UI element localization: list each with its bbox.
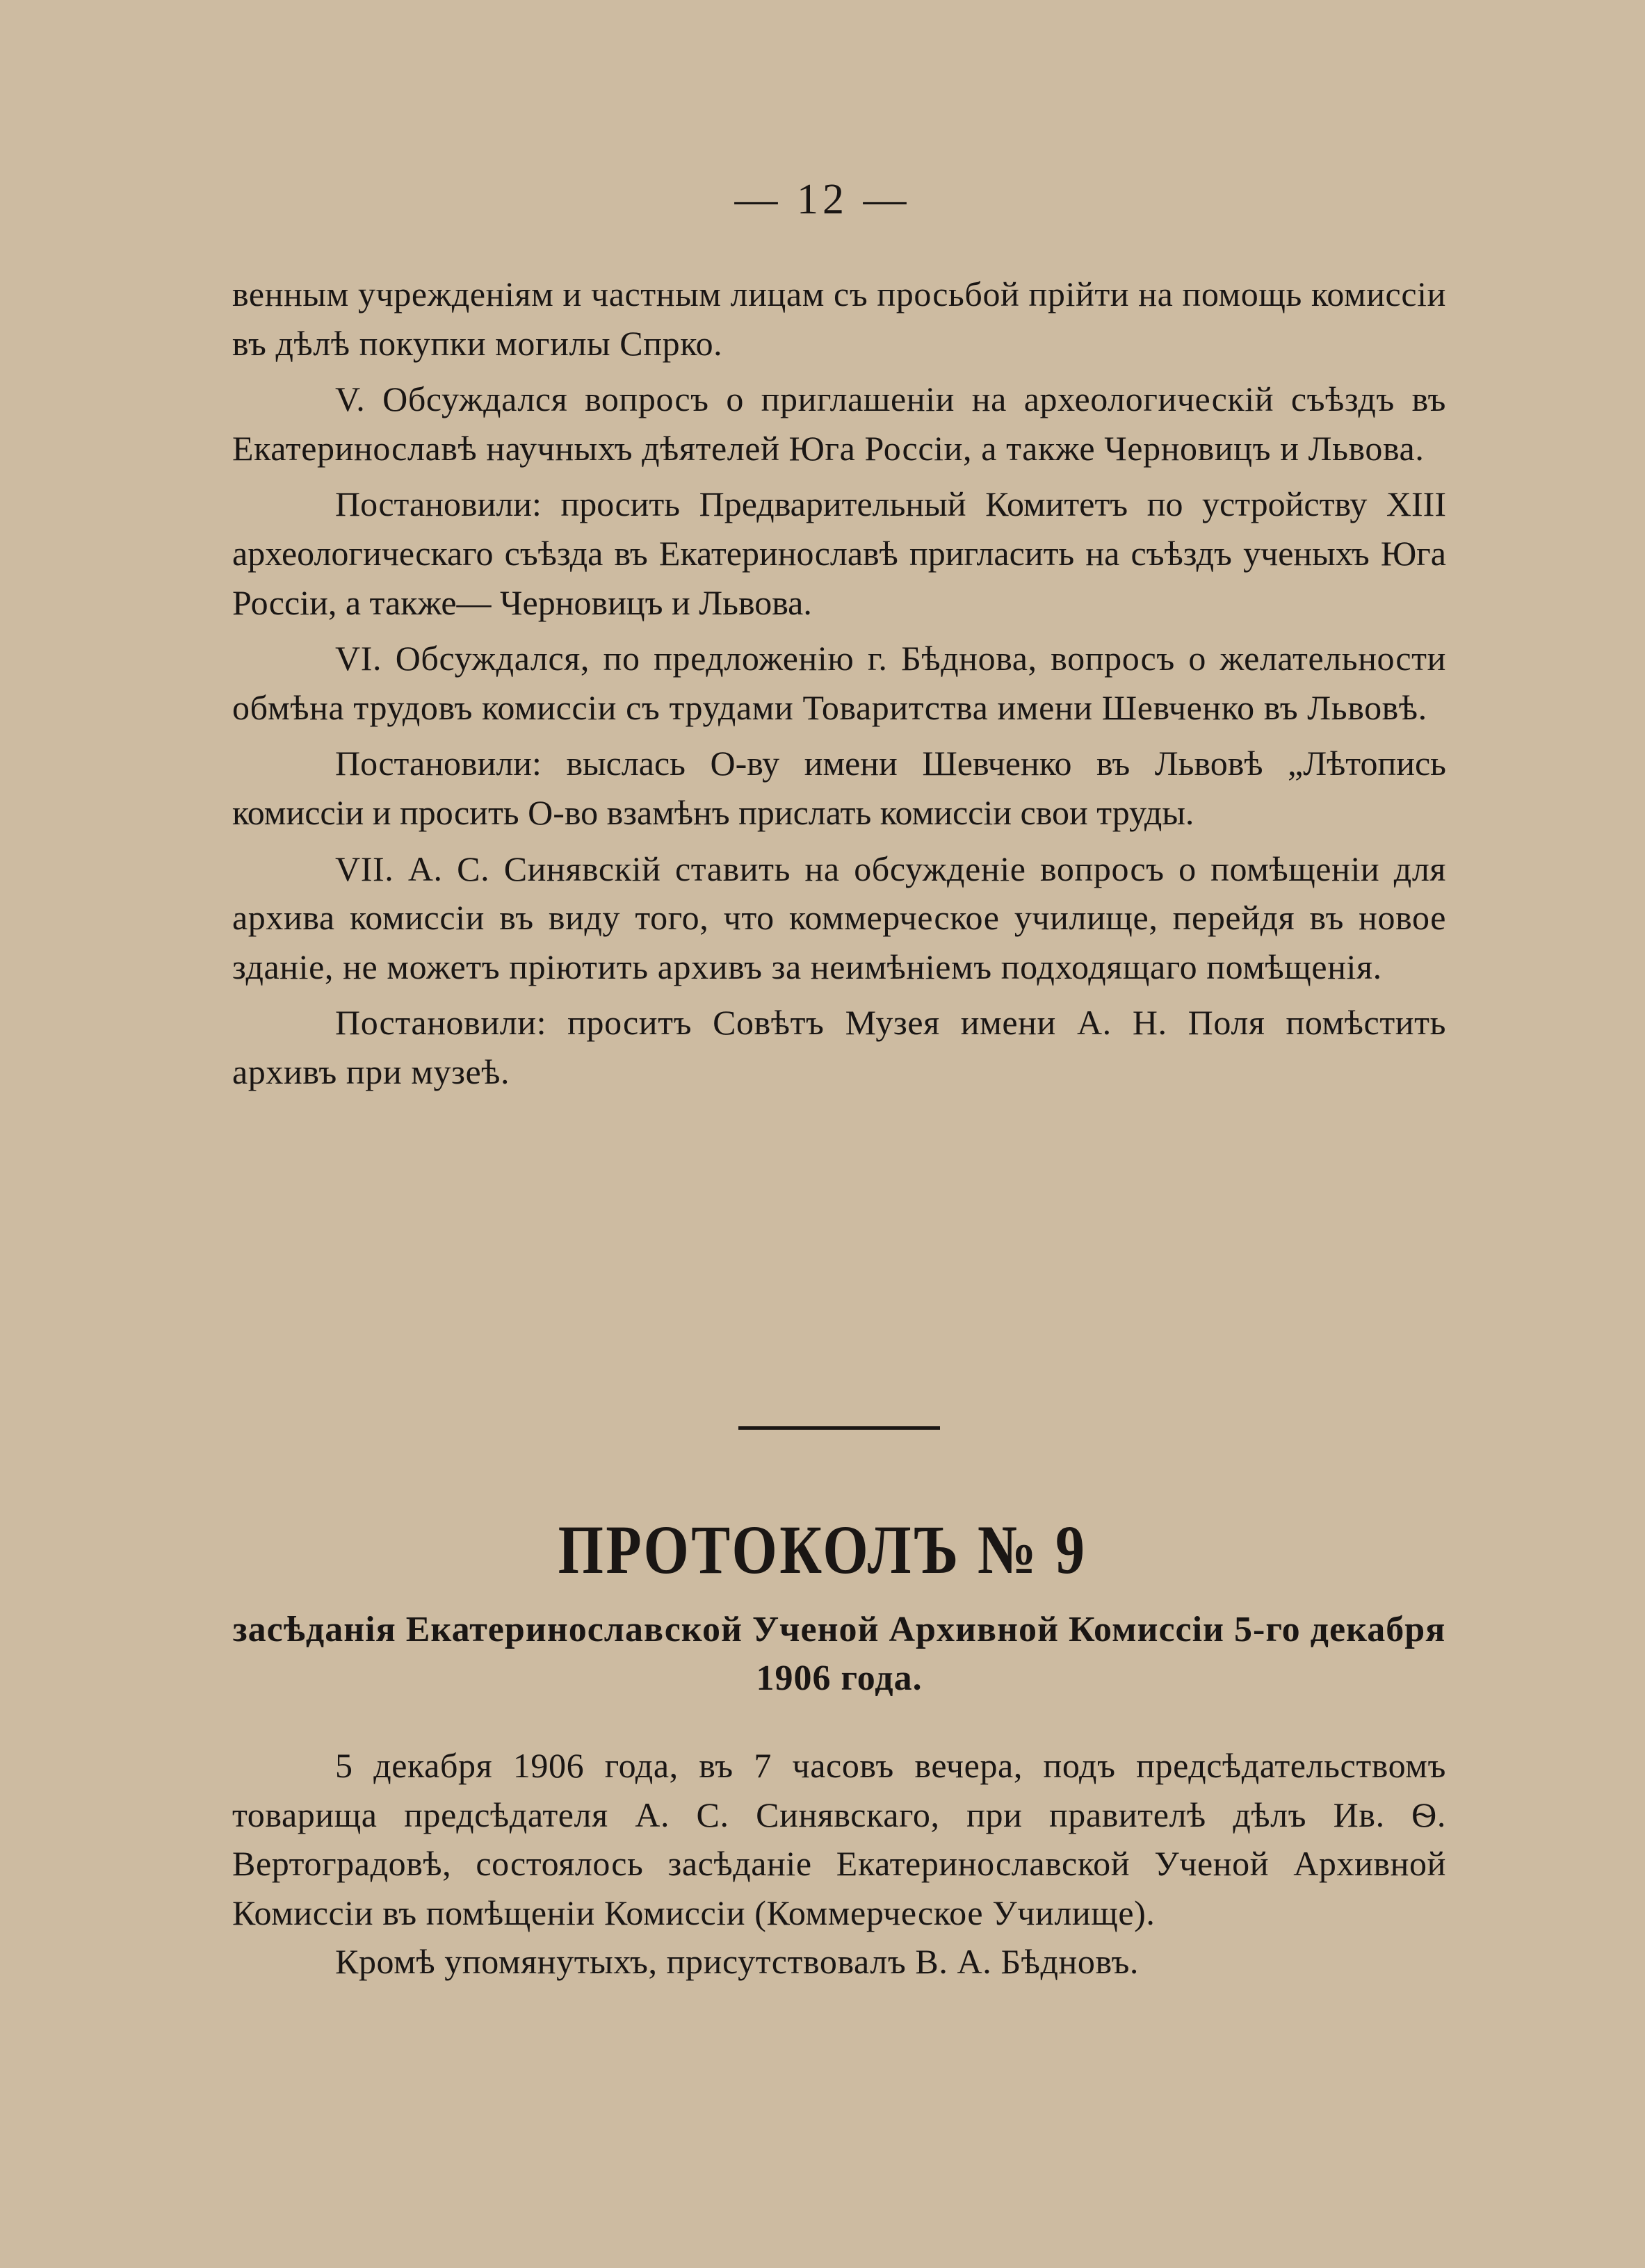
protocol-minutes (232, 1741, 1446, 1986)
page-number: — 12 — (734, 176, 911, 223)
protocol-subtitle: засѣданія Екатеринославской Ученой Архивной Комиссіи 5-го декабря 1906 года. (232, 1610, 1446, 1698)
paragraph-attendance: Кромѣ упомянутыхъ, присутствовалъ В. А. Бѣдновъ. (335, 1942, 1140, 1982)
paragraph-resolution-7: Постановили: проситъ Совѣтъ Музея имени А. Н. Поля помѣстить архивъ при музеѣ. (232, 1003, 1446, 1091)
paragraph-resolution-5: Постановили: просить Предварительный Комитетъ по устройству XIII археологическаго съѣзда въ Екатеринославѣ пригласить на съѣздъ ученыхъ Юга Россіи, а также— Черновицъ и Львова. (232, 484, 1446, 622)
paragraph-meeting-opening: 5 декабря 1906 года, въ 7 часовъ вечера, подъ предсѣдательствомъ товарища предсѣдателя А. С. Синявскаго, при правителѣ дѣлъ Ив. Ѳ. Вертоградовѣ, состоялось засѣданіе Екатеринославской Ученой Архивной Комиссіи въ помѣщеніи Комиссіи (Коммерческое Училище). (232, 1746, 1446, 1932)
protocol-title: ПРОТОКОЛЪ № 9 (558, 1511, 1087, 1588)
paragraph-item-7: VII. А. С. Синявскій ставить на обсужденіе вопросъ о помѣщеніи для архива комиссіи въ виду того, что коммерческое училище, перейдя въ новое зданіе, не можетъ пріютить архивъ за неимѣніемъ подходящаго помѣщенія. (232, 849, 1446, 986)
paragraph-item-5: V. Обсуждался вопросъ о приглашеніи на археологическій съѣздъ въ Екатеринославѣ научныхъ дѣятелей Юга Россіи, а также Черновицъ и Львова. (232, 380, 1446, 468)
previous-protocol-continuation (232, 270, 1446, 1097)
paragraph-continued: венным учрежденіям и частным лицам съ просьбой прійти на помощь комиссіи въ дѣлѣ покупки могилы Спрко. (232, 275, 1446, 363)
paragraph-resolution-6: Постановили: выслась О-ву имени Шевченко въ Львовѣ „Лѣтопись комиссіи и просить О-во взамѣнъ прислать комиссіи свои труды. (232, 744, 1446, 832)
section-divider (738, 1426, 940, 1430)
paragraph-item-6: VI. Обсуждался, по предложенію г. Бѣднова, вопросъ о желательности обмѣна трудовъ комиссіи съ трудами Товаритства имени Шевченко въ Львовѣ. (232, 639, 1446, 727)
